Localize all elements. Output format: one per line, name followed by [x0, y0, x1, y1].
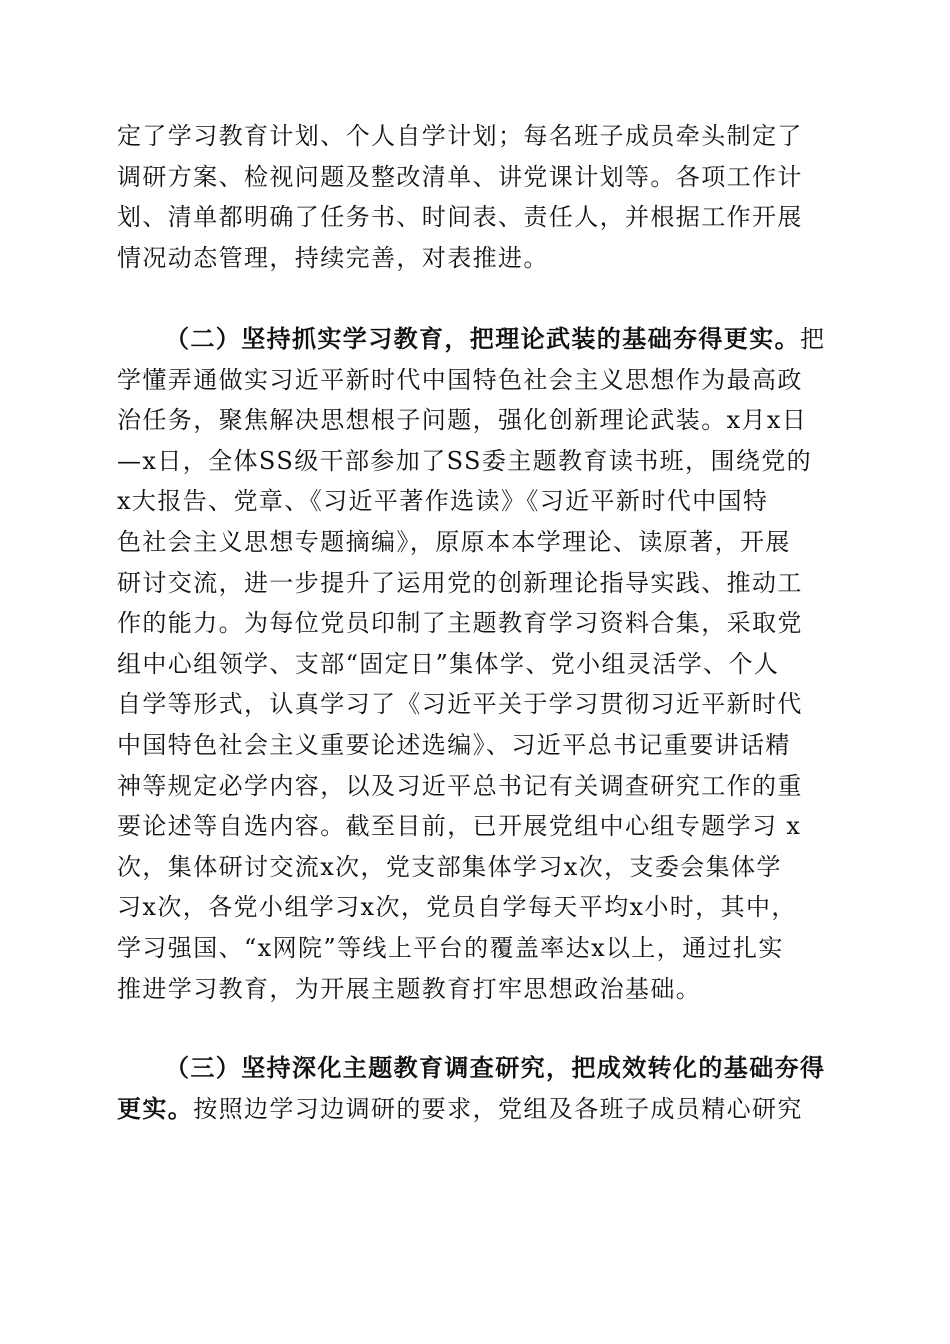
text-line: 自学等形式，认真学习了《习近平关于学习贯彻习近平新时代	[117, 690, 803, 719]
text-line: 要论述等自选内容。截至目前，已开展党组中心组专题学习 x	[117, 812, 802, 841]
text-line	[117, 319, 832, 360]
text-line: 划、清单都明确了任务书、时间表、责任人，并根据工作开展	[117, 203, 803, 232]
text-line: 色社会主义思想专题摘编》，原原本本学理论、读原著，开展	[117, 527, 791, 556]
text-line	[117, 1089, 832, 1130]
text-line: 学习强国、“x网院”等线上平台的覆盖率达x以上，通过扎实	[117, 933, 784, 962]
text-line: 研讨交流，进一步提升了运用党的创新理论指导实践、推动工	[117, 568, 803, 597]
section-heading-two: （二）坚持抓实学习教育，把理论武装的基础夯得更实。	[165, 324, 800, 353]
text-line: 神等规定必学内容，以及习近平总书记有关调查研究工作的重	[117, 771, 803, 800]
text-line: 调研方案、检视问题及整改清单、讲党课计划等。各项工作计	[117, 162, 803, 191]
paragraph-plan-summary	[117, 116, 832, 278]
text-line: 定了学习教育计划、个人自学计划；每名班子成员牵头制定了	[117, 122, 803, 150]
text-line: —x日，全体SS级干部参加了SS委主题教育读书班，围绕党的	[117, 446, 813, 475]
text-line: 学懂弄通做实习近平新时代中国特色社会主义思想作为最高政	[117, 365, 803, 394]
heading-continuation: 把	[800, 325, 826, 353]
text-line: 次，集体研讨交流x次，党支部集体学习x次，支委会集体学	[117, 852, 782, 881]
text-line: 情况动态管理，持续完善，对表推进。	[117, 243, 549, 272]
paragraph-body: 按照边学习边调研的要求，党组及各班子成员精心研究	[193, 1094, 803, 1123]
text-line: 中国特色社会主义重要论述选编》、习近平总书记重要讲话精	[117, 730, 791, 759]
paragraph-survey-research	[117, 1048, 832, 1129]
text-line: 推进学习教育，为开展主题教育打牢思想政治基础。	[117, 974, 702, 1003]
text-line: x大报告、党章、《习近平著作选读》《习近平新时代中国特	[117, 487, 769, 516]
section-heading-three: （三）坚持深化主题教育调查研究，把成效转化的基础夯得	[165, 1053, 826, 1082]
text-line: 作的能力。为每位党员印制了主题教育学习资料合集，采取党	[117, 609, 803, 638]
text-line: 习x次，各党小组学习x次，党员自学每天平均x小时，其中，	[117, 893, 797, 922]
text-line: 治任务，聚焦解决思想根子问题，强化创新理论武装。x月x日	[117, 406, 808, 435]
text-line: 组中心组领学、支部“固定日”集体学、党小组灵活学、个人	[117, 649, 780, 678]
section-heading-three-end: 更实。	[117, 1093, 194, 1123]
paragraph-study-education	[117, 319, 832, 1009]
